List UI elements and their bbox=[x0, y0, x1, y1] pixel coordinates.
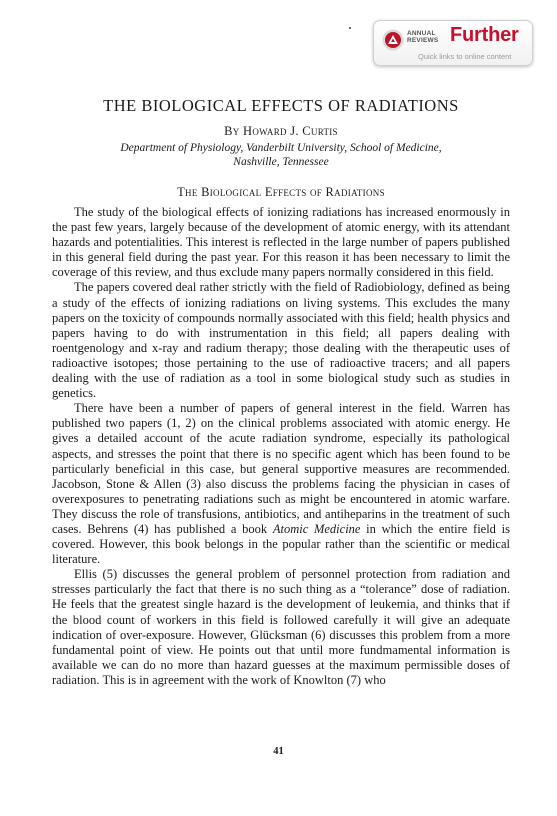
page-number: 41 bbox=[273, 746, 284, 757]
badge-reviews-text: REVIEWS bbox=[407, 37, 439, 44]
annual-reviews-logo-icon bbox=[382, 29, 404, 51]
article-page bbox=[52, 96, 510, 688]
section-heading: The Biological Effects of Radiations bbox=[177, 185, 385, 199]
body-paragraph: The papers covered deal rather strictly with the field of Radiobiology, defined as being a study of the effects of ionizing radiations on living systems. This excludes the many papers on the toxicity of compounds normally associated with this field; health physics and papers having to do with instrumentation in this field; all papers dealing with roentgenology and x-ray and radium therapy; those dealing with the therapeutic uses of radioactive isotopes; those pertaining to the use of radioactive tracers; and all papers dealing with the use of radiation as a tool in some biological study such as studies in genetics. bbox=[52, 280, 510, 401]
author-affiliation bbox=[52, 141, 510, 169]
body-paragraph bbox=[52, 401, 510, 567]
article-title: THE BIOLOGICAL EFFECTS OF RADIATIONS bbox=[103, 96, 459, 115]
paragraph-text: in which the entire field is covered. However, this book belongs in the popular rather than the scientific or medical literature. bbox=[52, 521, 510, 567]
body-paragraph: Ellis (5) discusses the general problem of personnel protection from radiation and stresses particularly the fact that there is no such thing as a “tolerance” dose of radiation. He feels that the greatest single hazard is the development of leukemia, and thinks that if the blood count of workers in this field is followed carefully it will give an adequate indication of over-exposure. However, Glücksman (6) discusses this problem from a more fundamental point of view. He points out that until more fundmamental information is available we can do no more than hazard guesses at the maximum permissible doses of radiation. This is in agreement with the work of Knowlton (7) who bbox=[52, 567, 510, 687]
badge-further-text: Further bbox=[450, 24, 519, 46]
annual-reviews-further-badge[interactable] bbox=[373, 20, 533, 66]
article-author: By Howard J. Curtis bbox=[224, 124, 338, 138]
badge-tagline: Quick links to online content bbox=[418, 52, 512, 61]
scan-speck bbox=[349, 27, 351, 29]
body-paragraph: The study of the biological effects of ionizing radiations has increased enormously in the past few years, largely because of the development of atomic energy, with its attendant hazards and potentialities. This interest is reflected in the large number of papers published in this general field during the past year. For this reason it has been necessary to limit the coverage of this review, and thus exclude many papers normally considered in this field. bbox=[52, 205, 510, 280]
badge-annual-text: ANNUAL bbox=[407, 30, 436, 37]
affiliation-line: Department of Physiology, Vanderbilt University, School of Medicine, bbox=[120, 142, 442, 154]
book-title: Atomic Medicine bbox=[272, 521, 361, 536]
affiliation-line: Nashville, Tennessee bbox=[233, 156, 329, 168]
article-body bbox=[52, 205, 510, 688]
paragraph-text: There have been a number of papers of general interest in the field. Warren has published two papers (1, 2) on the clinical problems associated with atomic energy. He gives a detailed account of the acute radiation syndrome, especially its pathological aspects, and stresses the point that there is no specific agent which has been found to be particularly beneficial in this case, but general supportive measures are recommended. Jacobson, Stone & Allen (3) also discuss the problems facing the physician in cases of overexposures to penetrating radiations such as might be encountered in atomic warfare. They discuss the role of transfusions, antibiotics, and antiheparins in the treatment of such cases. Behrens (4) has published a book bbox=[52, 401, 510, 536]
